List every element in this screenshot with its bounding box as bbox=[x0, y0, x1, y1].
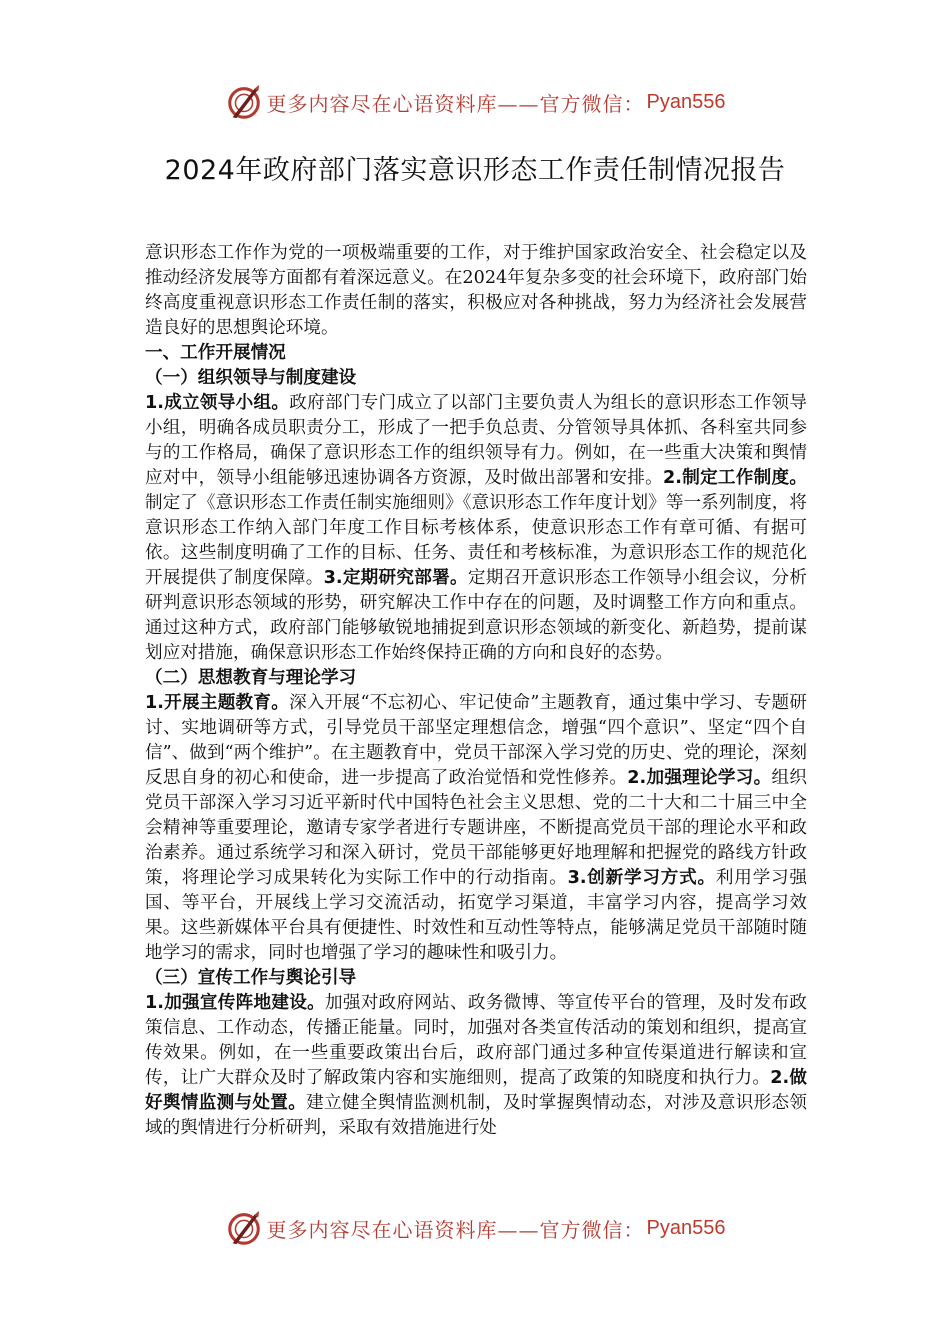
brush-logo-icon bbox=[225, 1209, 263, 1247]
watermark-text: 更多内容尽在心语资料库——官方微信： bbox=[266, 1217, 645, 1242]
item-lead: 1.开展主题教育。 bbox=[145, 693, 290, 713]
item-lead: 2.加强理论学习。 bbox=[627, 768, 772, 788]
item-text: 定期召开意识形态工作领导小组会议，分析研判意识形态领域的形势，研究解决工作中存在的问题，及时调整工作方向和重点。通过这种方式，政府部门能够敏锐地捕捉到意识形态领域的新变化、新趋势，提前谋划应对措施，确保意识形态工作始终保持正确的方向和良好的态势。 bbox=[145, 568, 807, 663]
subsection-heading-1: （一）组织领导与制度建设 bbox=[145, 368, 357, 388]
watermark-banner-top bbox=[0, 82, 950, 122]
item-lead: 1.加强宣传阵地建设。 bbox=[145, 993, 325, 1013]
item-text: 制定了《意识形态工作责任制实施细则》《意识形态工作年度计划》等一系列制度，将意识形态工作纳入部门年度工作目标考核体系，使意识形态工作有章可循、有据可依。这些制度明确了工作的目标、任务、责任和考核标准，为意识形态工作的规范化开展提供了制度保障。 bbox=[145, 493, 807, 588]
item-lead: 2.做好舆情监测与处置。 bbox=[145, 1068, 807, 1113]
watermark-banner-bottom bbox=[0, 1208, 950, 1248]
subsection-heading-2: （二）思想教育与理论学习 bbox=[145, 668, 357, 688]
item-lead: 1.成立领导小组。 bbox=[145, 393, 290, 413]
document-title: 2024年政府部门落实意识形态工作责任制情况报告 bbox=[164, 155, 786, 186]
item-text: 利用学习强国、等平台，开展线上学习交流活动，拓宽学习渠道，丰富学习内容，提高学习效果。这些新媒体平台具有便捷性、时效性和互动性等特点，能够满足党员干部随时随地学习的需求，同时也增强了学习的趣味性和吸引力。 bbox=[145, 868, 807, 963]
item-lead: 3.创新学习方式。 bbox=[567, 868, 716, 888]
item-text: 组织党员干部深入学习习近平新时代中国特色社会主义思想、党的二十大和二十届三中全会精神等重要理论，邀请专家学者进行专题讲座，不断提高党员干部的理论水平和政治素养。通过系统学习和深入研讨，党员干部能够更好地理解和把握党的路线方针政策，将理论学习成果转化为实际工作中的行动指南。 bbox=[145, 768, 807, 888]
subsection-1-paragraph bbox=[145, 391, 807, 666]
watermark-text: 更多内容尽在心语资料库——官方微信： bbox=[266, 91, 645, 116]
item-text: 加强对政府网站、政务微博、等宣传平台的管理，及时发布政策信息、工作动态，传播正能量。同时，加强对各类宣传活动的策划和组织，提高宣传效果。例如，在一些重要政策出台后，政府部门通过多种宣传渠道进行解读和宣传，让广大群众及时了解政策内容和实施细则，提高了政策的知晓度和执行力。 bbox=[145, 993, 807, 1088]
wechat-id: Pyan556 bbox=[646, 1216, 726, 1239]
section-heading-1: 一、工作开展情况 bbox=[145, 343, 286, 363]
item-lead: 3.定期研究部署。 bbox=[323, 568, 468, 588]
subsection-3-paragraph bbox=[145, 991, 807, 1141]
item-text: 深入开展“不忘初心、牢记使命”主题教育，通过集中学习、专题研讨、实地调研等方式，引导党员干部坚定理想信念，增强“四个意识”、坚定“四个自信”、做到“两个维护”。在主题教育中，党员干部深入学习党的历史、党的理论，深刻反思自身的初心和使命，进一步提高了政治觉悟和党性修养。 bbox=[145, 693, 807, 788]
wechat-id: Pyan556 bbox=[646, 90, 726, 113]
item-text: 建立健全舆情监测机制，及时掌握舆情动态，对涉及意识形态领域的舆情进行分析研判，采取有效措施进行处 bbox=[145, 1093, 807, 1138]
intro-paragraph: 意识形态工作作为党的一项极端重要的工作，对于维护国家政治安全、社会稳定以及推动经济发展等方面都有着深远意义。在2024年复杂多变的社会环境下，政府部门始终高度重视意识形态工作责任制的落实，积极应对各种挑战，努力为经济社会发展营造良好的思想舆论环境。 bbox=[145, 243, 807, 338]
item-text: 政府部门专门成立了以部门主要负责人为组长的意识形态工作领导小组，明确各成员职责分工，形成了一把手负总责、分管领导具体抓、各科室共同参与的工作格局，确保了意识形态工作的组织领导有力。例如，在一些重大决策和舆情应对中，领导小组能够迅速协调各方资源，及时做出部署和安排。 bbox=[145, 393, 807, 488]
subsection-heading-3: （三）宣传工作与舆论引导 bbox=[145, 968, 357, 988]
document-body bbox=[145, 241, 807, 1141]
subsection-2-paragraph bbox=[145, 691, 807, 966]
brush-logo-icon bbox=[225, 83, 263, 121]
item-lead: 2.制定工作制度。 bbox=[663, 468, 807, 488]
